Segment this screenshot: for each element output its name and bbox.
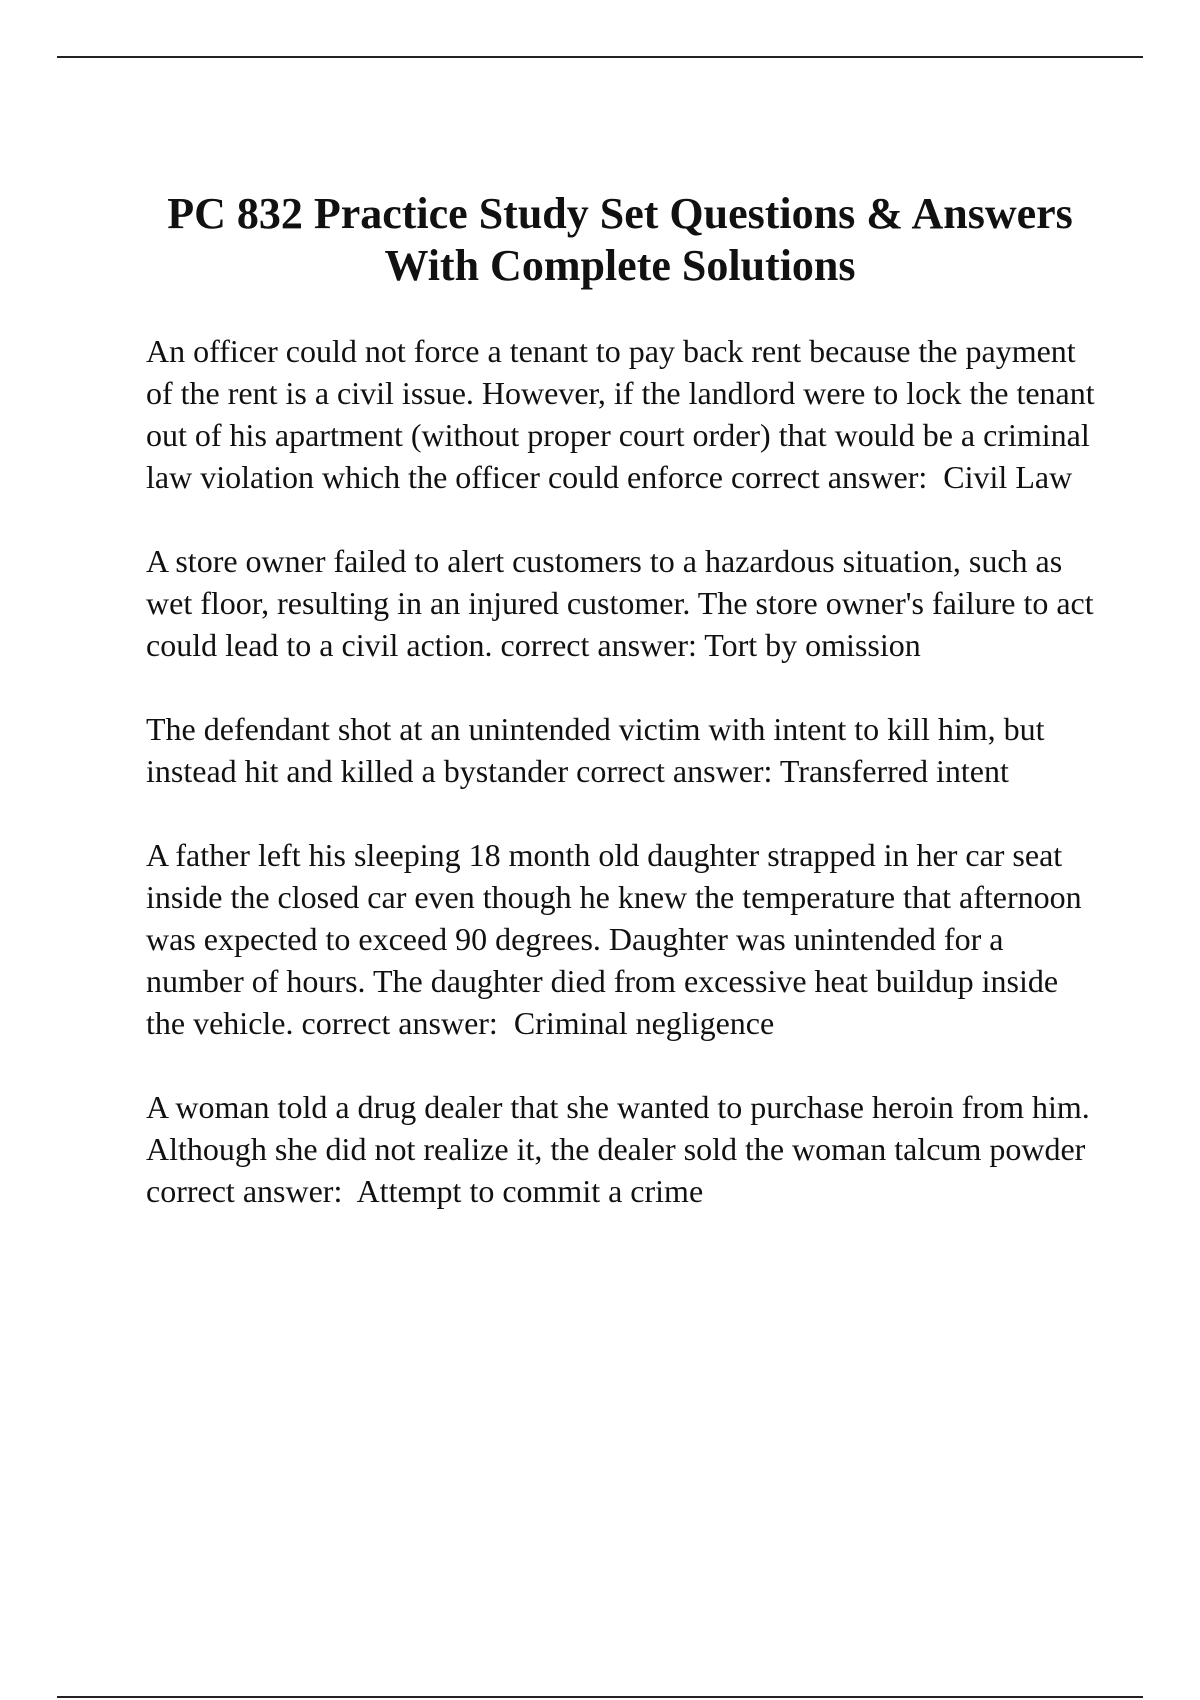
title-line-2: With Complete Solutions <box>384 241 856 290</box>
title-line-1: PC 832 Practice Study Set Questions & Answers <box>167 189 1073 238</box>
question-text: A store owner failed to alert customers to a hazardous situation, such as wet floor, resulting in an injured customer. The store owner's failure to act could lead to a civil action. <box>146 543 1094 663</box>
answer-text: Civil Law <box>943 459 1073 495</box>
qa-entry-3 <box>146 708 1101 792</box>
qa-list <box>146 330 1101 1212</box>
answer-text: Criminal negligence <box>513 1005 775 1041</box>
question-text: A woman told a drug dealer that she wanted to purchase heroin from him. Although she did not realize it, the dealer sold the woman talcum powder <box>146 1089 1090 1167</box>
answer-text: Attempt to commit a crime <box>356 1173 704 1209</box>
bottom-rule <box>57 1696 1143 1698</box>
qa-entry-4 <box>146 834 1101 1044</box>
page-title <box>130 188 1110 292</box>
answer-text: Transferred intent <box>779 753 1009 789</box>
answer-marker: correct answer: <box>500 627 697 663</box>
question-text: The defendant shot at an unintended victim with intent to kill him, but instead hit and killed a bystander <box>146 711 1045 789</box>
answer-marker: correct answer: <box>730 459 928 495</box>
top-rule <box>57 56 1143 58</box>
qa-entry-2 <box>146 540 1101 666</box>
question-text: A father left his sleeping 18 month old daughter strapped in her car seat inside the closed car even though he knew the temperature that afternoon was expected to exceed 90 degrees. Daughter was unintended for a number of hours. The daughter died from excessive heat buildup inside the vehicle. <box>146 837 1082 1041</box>
answer-marker: correct answer: <box>146 1173 343 1209</box>
answer-text: Tort by omission <box>704 627 921 663</box>
answer-marker: correct answer: <box>576 753 773 789</box>
question-text: An officer could not force a tenant to pay back rent because the payment of the rent is a civil issue. However, if the landlord were to lock the tenant out of his apartment (without proper court order) that would be a criminal law violation which the officer could enforce <box>146 333 1095 495</box>
answer-marker: correct answer: <box>301 1005 498 1041</box>
qa-entry-1 <box>146 330 1101 498</box>
qa-entry-5 <box>146 1086 1101 1212</box>
